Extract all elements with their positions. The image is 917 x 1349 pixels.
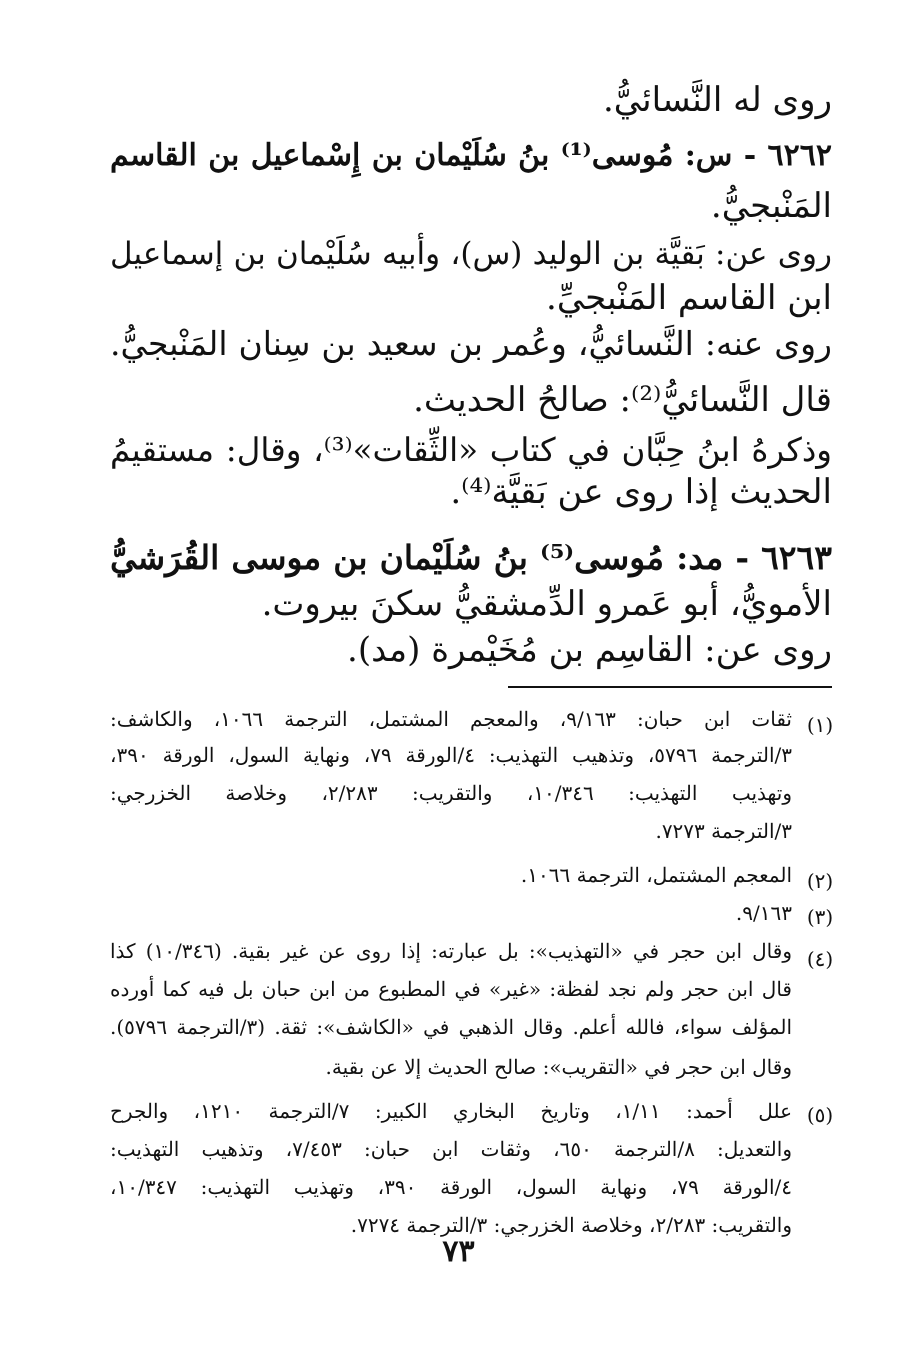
main-line-12: روى عن: القاسِم بن مُخَيْمرة (مد). [347, 630, 832, 670]
main-line-6: روى عنه: النَّسائيُّ، وعُمر بن سعيد بن سِنان المَنْبجيُّ. [110, 324, 832, 363]
entry-6263-heading: ٦٢٦٣ - مد: مُوسى⁽⁵⁾ بنُ سُلَيْمان بن موسى القُرَشيُّ [110, 538, 832, 577]
footnote-2-line-1: المعجم المشتمل، الترجمة ١٠٦٦. [520, 863, 792, 887]
footnote-separator [508, 686, 832, 688]
main-line-8: وذكرهُ ابنُ حِبَّان في كتاب «الثِّقات»⁽³⁾، وقال: مستقيمُ [110, 431, 832, 469]
main-line-1: روى له النَّسائيُّ. [602, 80, 832, 120]
footnote-1-number: (١) [806, 713, 834, 737]
footnote-5-line-3: ٤/الورقة ٧٩، ونهاية السول، الورقة ٣٩٠، وتهذيب التهذيب: ١٠/٣٤٧، [110, 1175, 792, 1199]
footnote-1-line-4: ٣/الترجمة ٧٢٧٣. [655, 819, 792, 843]
footnote-2-number: (٢) [806, 869, 834, 893]
main-line-3: المَنْبجيُّ. [710, 186, 832, 226]
footnote-4-line-1: وقال ابن حجر في «التهذيب»: بل عبارته: إذا روى عن غير بقية. (١٠/٣٤٦) كذا [110, 939, 792, 963]
footnote-1-line-2: ٣/الترجمة ٥٧٩٦، وتذهيب التهذيب: ٤/الورقة ٧٩، ونهاية السول، الورقة ٣٩٠، [110, 743, 792, 767]
footnote-4-line-3: المؤلف سواء، فالله أعلم. وقال الذهبي في «الكاشف»: ثقة. (٣/الترجمة ٥٧٩٦). [110, 1015, 793, 1039]
footnote-4-line-2: قال ابن حجر ولم نجد لفظة: «غير» في المطبوع من ابن حبان بل فيه كما أورده [110, 977, 792, 1001]
footnote-3-number: (٣) [806, 905, 834, 929]
main-line-11: الأمويُّ، أبو عَمرو الدِّمشقيُّ سكنَ بيروت. [261, 584, 832, 624]
footnote-3-line-1: ٩/١٦٣. [735, 901, 792, 925]
footnote-4-line-4: وقال ابن حجر في «التقريب»: صالح الحديث إلا عن بقية. [325, 1055, 792, 1079]
main-line-7: قال النَّسائيُّ⁽²⁾: صالحُ الحديث. [413, 380, 832, 420]
main-line-9: الحديث إذا روى عن بَقيَّة⁽⁴⁾. [450, 472, 832, 512]
entry-6262-heading: ٦٢٦٢ - س: مُوسى⁽¹⁾ بنُ سُلَيْمان بن إِسْماعيل بن القاسم [110, 138, 832, 173]
main-line-4: روى عن: بَقيَّة بن الوليد (س)، وأبيه سُلَيْمان بن إسماعيل [110, 236, 832, 272]
footnote-5-line-1: علل أحمد: ١/١١، وتاريخ البخاري الكبير: ٧/الترجمة ١٢١٠، والجرح [110, 1099, 792, 1123]
footnote-5-line-4: والتقريب: ٢/٢٨٣، وخلاصة الخزرجي: ٣/الترجمة ٧٢٧٤. [350, 1213, 792, 1237]
page-number: ٧٣ [442, 1234, 475, 1269]
footnote-1-line-3: وتهذيب التهذيب: ١٠/٣٤٦، والتقريب: ٢/٢٨٣، وخلاصة الخزرجي: [110, 781, 792, 805]
footnote-4-number: (٤) [806, 947, 834, 971]
footnote-1-line-1: ثقات ابن حبان: ٩/١٦٣، والمعجم المشتمل، الترجمة ١٠٦٦، والكاشف: [110, 707, 792, 731]
footnote-5-line-2: والتعديل: ٨/الترجمة ٦٥٠، وثقات ابن حبان: ٧/٤٥٣، وتذهيب التهذيب: [110, 1137, 792, 1161]
footnote-5-number: (٥) [806, 1103, 834, 1127]
main-line-5: ابن القاسم المَنْبجيِّ. [546, 278, 832, 318]
